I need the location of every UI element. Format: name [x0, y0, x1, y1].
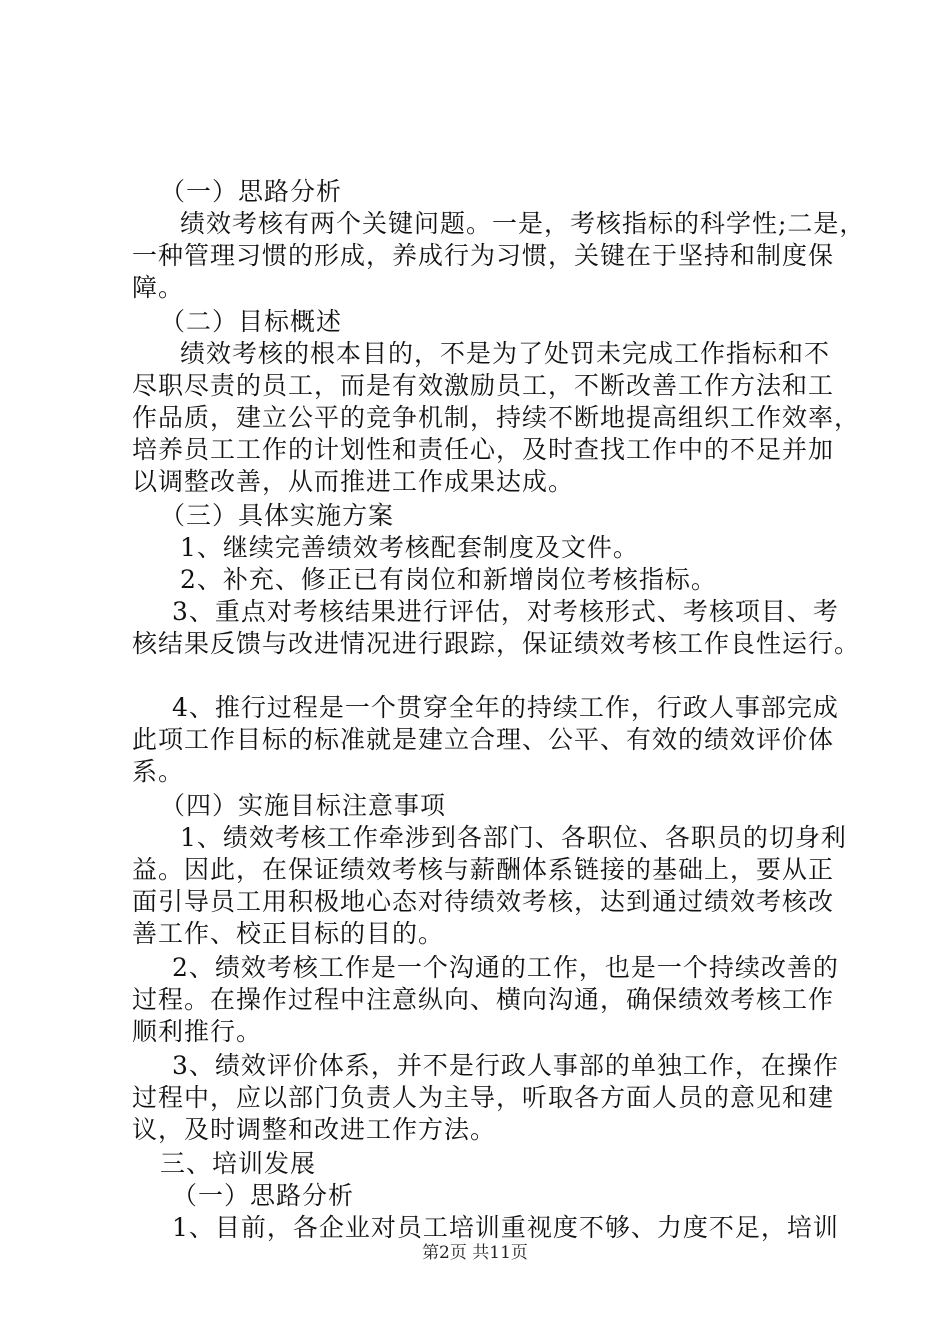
list-item: 3、重点对考核结果进行评估，对考核形式、考核项目、考 [172, 597, 839, 626]
list-item: 2、补充、修正已有岗位和新增岗位考核指标。 [180, 565, 717, 594]
list-item: 4、推行过程是一个贯穿全年的持续工作，行政人事部完成 [172, 693, 839, 722]
heading-goal-overview: （二）目标概述 [160, 307, 343, 336]
heading-idea-analysis-2: （一）思路分析 [172, 1181, 355, 1210]
heading-idea-analysis: （一）思路分析 [160, 177, 343, 206]
paragraph-line: 以调整改善，从而推进工作成果达成。 [132, 467, 575, 496]
list-item: 1、绩效考核工作牵涉到各部门、各职位、各职员的切身利 [180, 823, 847, 852]
list-item: 2、绩效考核工作是一个沟通的工作，也是一个持续改善的 [172, 953, 839, 982]
paragraph-line: 障。 [132, 273, 185, 302]
paragraph-line: 益。因此，在保证绩效考核与薪酬体系链接的基础上，要从正 [132, 855, 835, 884]
paragraph-line: 作品质，建立公平的竞争机制，持续不断地提高组织工作效率， [132, 403, 861, 432]
paragraph-line: 此项工作目标的标准就是建立合理、公平、有效的绩效评价体 [132, 725, 835, 754]
paragraph-line: 绩效考核有两个关键问题。一是，考核指标的科学性;二是， [180, 209, 866, 238]
list-item: 1、目前，各企业对员工培训重视度不够、力度不足，培训 [172, 1213, 839, 1242]
list-item: 3、绩效评价体系，并不是行政人事部的单独工作，在操作 [172, 1051, 839, 1080]
paragraph-line: 顺利推行。 [132, 1017, 263, 1046]
paragraph-line: 绩效考核的根本目的，不是为了处罚未完成工作指标和不 [180, 339, 831, 368]
heading-training-development: 三、培训发展 [160, 1149, 317, 1178]
paragraph-line: 核结果反馈与改进情况进行跟踪，保证绩效考核工作良性运行。 [132, 629, 861, 658]
paragraph-line: 过程中，应以部门负责人为主导，听取各方面人员的意见和建 [132, 1083, 835, 1112]
paragraph-line: 过程。在操作过程中注意纵向、横向沟通，确保绩效考核工作 [132, 985, 835, 1014]
heading-implementation-plan: （三）具体实施方案 [160, 501, 395, 530]
paragraph-line: 培养员工工作的计划性和责任心，及时查找工作中的不足并加 [132, 435, 835, 464]
page-number-footer: 第2页 共11页 [422, 1243, 528, 1263]
paragraph-line: 尽职尽责的员工，而是有效激励员工，不断改善工作方法和工 [132, 371, 835, 400]
paragraph-line: 议，及时调整和改进工作方法。 [132, 1115, 497, 1144]
paragraph-line: 一种管理习惯的形成，养成行为习惯，关键在于坚持和制度保 [132, 241, 835, 270]
paragraph-line: 面引导员工用积极地心态对待绩效考核，达到通过绩效考核改 [132, 887, 835, 916]
heading-notes: （四）实施目标注意事项 [160, 791, 447, 820]
list-item: 1、继续完善绩效考核配套制度及文件。 [180, 533, 639, 562]
paragraph-line: 系。 [132, 757, 185, 786]
paragraph-line: 善工作、校正目标的目的。 [132, 919, 445, 948]
